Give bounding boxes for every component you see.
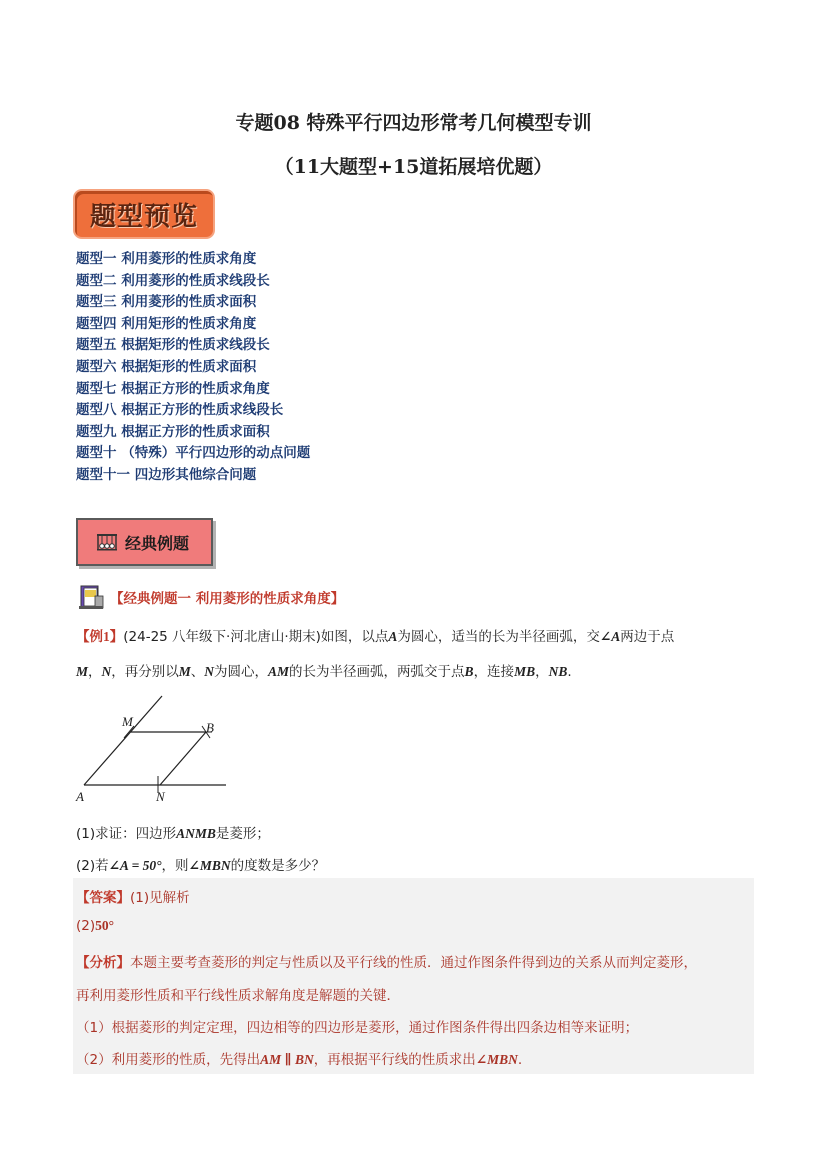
question-text: 是菱形； xyxy=(215,826,270,842)
example-source: (24-25 八年级下·河北唐山·期末) xyxy=(123,629,321,645)
toc-item[interactable]: 题型七 根据正方形的性质求角度 xyxy=(76,380,270,397)
example-text: 如图，以点 xyxy=(320,629,389,645)
example-text: ， xyxy=(535,664,549,680)
label-M: M xyxy=(122,714,133,729)
math-angle-MBN: ∠MBN xyxy=(188,858,231,873)
math-point-M: M xyxy=(76,664,89,679)
analysis-text: . xyxy=(517,1052,523,1068)
example-text: 的长为半径画弧，两弧交于点 xyxy=(289,664,465,680)
toc-item[interactable]: 题型四 利用矩形的性质求角度 xyxy=(76,315,257,332)
book-icon xyxy=(76,582,106,612)
math-segment-AM: AM xyxy=(268,664,290,679)
section-heading-text: 【经典例题一 利用菱形的性质求角度】 xyxy=(110,591,345,607)
segment-NB xyxy=(160,732,206,785)
analysis-text: 本题主要考查菱形的判定与性质以及平行线的性质．通过作图条件得到边的关系从而判定菱形， xyxy=(130,955,697,971)
toc-item[interactable]: 题型三 利用菱形的性质求面积 xyxy=(76,294,257,311)
toc-item[interactable]: 题型五 根据矩形的性质求线段长 xyxy=(76,337,270,354)
toc-item[interactable]: 题型九 根据正方形的性质求面积 xyxy=(76,423,270,440)
math-point-N: N xyxy=(101,664,112,679)
question-type-list xyxy=(76,249,310,487)
analysis-step-1: （1）根据菱形的判定定理，四边相等的四边形是菱形，通过作图条件得出四条边相等来证明； xyxy=(76,1020,639,1036)
answer-2-value: 50° xyxy=(95,918,115,933)
analysis-text: （2）利用菱形的性质，先得出 xyxy=(76,1052,261,1068)
question-text: 的度数是多少？ xyxy=(230,858,326,874)
example-text: 为圆心，适当的长为半径画弧，交 xyxy=(397,629,600,645)
math-angle-A-value: ∠A = 50° xyxy=(108,858,162,873)
toc-item[interactable]: 题型十一 四边形其他综合问题 xyxy=(76,466,257,483)
newtons-cradle-icon xyxy=(96,533,118,551)
example-text: ， xyxy=(88,664,102,680)
example-1-line1 xyxy=(76,625,674,645)
math-point-M: M xyxy=(178,664,191,679)
preview-banner xyxy=(75,191,213,237)
question-2 xyxy=(76,854,325,874)
math-segment-MB: MB xyxy=(514,664,536,679)
label-N: N xyxy=(156,789,165,804)
example-text: ，连接 xyxy=(473,664,515,680)
example-text: ，再分别以 xyxy=(111,664,179,680)
example-1-line2 xyxy=(76,660,572,680)
label-B: B xyxy=(206,720,214,735)
math-point-N: N xyxy=(204,664,215,679)
analysis-line-2: 再利用菱形性质和平行线性质求解角度是解题的关键． xyxy=(76,988,400,1004)
examples-banner-label: 经典例题 xyxy=(125,533,190,553)
rhombus-figure xyxy=(74,688,234,806)
label-A: A xyxy=(76,789,84,804)
answer-panel xyxy=(73,878,754,1074)
examples-banner xyxy=(76,518,213,566)
question-text: (1)求证：四边形 xyxy=(76,826,177,842)
toc-item[interactable]: 题型八 根据正方形的性质求线段长 xyxy=(76,402,284,419)
analysis-step-2 xyxy=(76,1048,522,1068)
section-heading xyxy=(76,582,344,612)
document-subtitle: （11大题型+15道拓展培优题） xyxy=(274,156,553,178)
document-title: 专题08 特殊平行四边形常考几何模型专训 xyxy=(235,112,592,134)
toc-item[interactable]: 题型十 （特殊）平行四边形的动点问题 xyxy=(76,445,311,462)
answer-2-prefix: (2) xyxy=(76,918,96,934)
example-text: 两边于点 xyxy=(620,629,675,645)
answer-1: (1)见解析 xyxy=(130,890,190,906)
toc-item[interactable]: 题型一 利用菱形的性质求角度 xyxy=(76,251,257,267)
math-point-B: B xyxy=(464,664,474,679)
math-point-A: A xyxy=(388,629,398,644)
toc-item[interactable]: 题型二 利用菱形的性质求线段长 xyxy=(76,272,270,289)
question-1 xyxy=(76,822,270,842)
answer-line-1 xyxy=(76,886,190,906)
example-tag: 【例1】 xyxy=(76,629,124,644)
analysis-tag: 【分析】 xyxy=(76,955,130,970)
math-segment-NB: NB xyxy=(548,664,568,679)
answer-tag: 【答案】 xyxy=(76,890,130,905)
question-text: ，则 xyxy=(161,858,189,874)
analysis-text: ，再根据平行线的性质求出 xyxy=(313,1052,476,1068)
example-text: . xyxy=(567,664,572,680)
preview-banner-label: 题型预览 xyxy=(89,201,198,232)
math-ANMB: ANMB xyxy=(176,826,216,841)
ray-AM xyxy=(84,696,162,785)
example-text: 、 xyxy=(190,664,205,680)
math-AM-parallel-BN: AM ∥ BN xyxy=(260,1052,314,1067)
answer-line-2 xyxy=(76,918,114,934)
example-text: 为圆心， xyxy=(214,664,269,680)
math-angle-A: ∠A xyxy=(599,629,621,644)
toc-item[interactable]: 题型六 根据矩形的性质求面积 xyxy=(76,358,257,375)
question-text: (2)若 xyxy=(76,858,109,874)
math-angle-MBN: ∠MBN xyxy=(475,1052,518,1067)
analysis-line-1 xyxy=(76,951,697,971)
